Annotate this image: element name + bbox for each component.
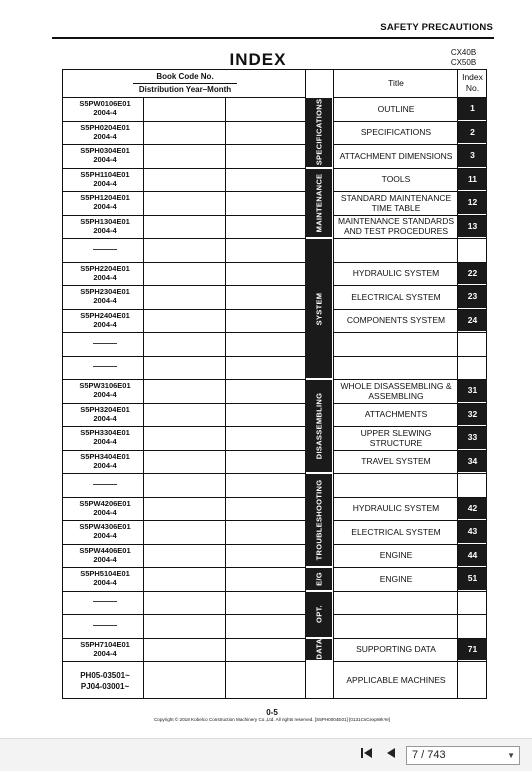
title-row: [334, 403, 486, 427]
category-block: [305, 474, 332, 566]
table-row: [63, 191, 305, 215]
title-row: [334, 638, 486, 662]
table-row: [63, 567, 305, 591]
section-title[interactable]: STANDARD MAINTENANCE TIME TABLE: [340, 192, 452, 213]
title-row: [334, 356, 486, 380]
index-number[interactable]: 33: [458, 427, 487, 449]
section-title[interactable]: SPECIFICATIONS: [360, 127, 432, 138]
table-row: [63, 426, 305, 450]
table-row: [63, 97, 305, 121]
title-row: [334, 262, 486, 286]
title-row: [334, 614, 486, 638]
section-title[interactable]: ATTACHMENT DIMENSIONS: [339, 150, 453, 161]
index-no-header: Index No.: [462, 72, 483, 93]
index-number[interactable]: 44: [458, 545, 487, 567]
section-title[interactable]: TOOLS: [381, 174, 411, 185]
category-block: [305, 169, 332, 238]
category-label: DATA: [314, 638, 323, 660]
index-number[interactable]: 42: [458, 498, 487, 520]
table-row: [63, 661, 305, 698]
table-row: [63, 238, 305, 262]
category-block: [305, 239, 332, 378]
section-title[interactable]: ELECTRICAL SYSTEM: [351, 526, 441, 537]
book-code-empty: ———: [93, 338, 117, 348]
book-code: S5PW0106E01 2004-4: [79, 99, 131, 117]
section-title[interactable]: HYDRAULIC SYSTEM: [352, 268, 440, 279]
title-row: [334, 473, 486, 497]
section-title[interactable]: TRAVEL SYSTEM: [361, 456, 431, 467]
table-row: [63, 450, 305, 474]
book-code: S5PH2204E01 2004-4: [80, 263, 130, 282]
section-title[interactable]: WHOLE DISASSEMBLING & ASSEMBLING: [340, 380, 452, 401]
book-code-empty: ———: [93, 620, 117, 630]
section-title[interactable]: COMPONENTS SYSTEM: [346, 315, 446, 326]
category-block: [305, 592, 332, 637]
table-row: [63, 638, 305, 662]
book-code: S5PW4306E01 2004-4: [79, 522, 131, 540]
index-number[interactable]: 31: [458, 380, 487, 402]
book-code-empty: ———: [93, 597, 117, 607]
copyright-text: Copyright © 2018 Kobelco Construction Machinery Co.,Ltd. All rights reserved. [S5PH0004E01] [0131CsCexpWkYe]: [153, 717, 391, 722]
section-title[interactable]: APPLICABLE MACHINES: [346, 674, 446, 685]
index-number[interactable]: 24: [458, 310, 487, 332]
title-row: [334, 121, 486, 145]
section-title[interactable]: HYDRAULIC SYSTEM: [352, 503, 440, 514]
category-label: MAINTENANCE: [314, 173, 323, 233]
section-title[interactable]: UPPER SLEWING STRUCTURE: [360, 427, 432, 448]
table-row: [63, 591, 305, 615]
page-select[interactable]: [406, 746, 520, 765]
index-number[interactable]: 34: [458, 451, 487, 473]
distribution-header: Distribution Year–Month: [138, 85, 232, 94]
model-label: CX50B: [450, 58, 477, 67]
index-number[interactable]: 23: [458, 286, 487, 308]
title-row: [334, 567, 486, 591]
title-row: [334, 191, 486, 215]
table-row: [63, 168, 305, 192]
index-number[interactable]: 13: [458, 216, 487, 238]
title-row: [334, 144, 486, 168]
book-code: S5PW4406E01 2004-4: [79, 545, 131, 564]
section-title[interactable]: OUTLINE: [377, 103, 415, 114]
category-column: [305, 69, 334, 699]
book-code: S5PH0304E01 2004-4: [80, 146, 130, 164]
first-page-icon[interactable]: [358, 746, 376, 764]
table-row: [63, 379, 305, 403]
category-block: [305, 98, 332, 167]
table-row: [63, 614, 305, 638]
table-row: [63, 309, 305, 333]
title-row: [334, 215, 486, 239]
title-row: [334, 332, 486, 356]
category-label: TROUBLESHOOTING: [314, 479, 323, 561]
title-row: [334, 238, 486, 262]
index-number[interactable]: 51: [458, 568, 487, 590]
title-row: [334, 309, 486, 333]
section-title[interactable]: ATTACHMENTS: [364, 409, 428, 420]
index-number[interactable]: 11: [458, 169, 487, 191]
category-label: SPECIFICATIONS: [314, 98, 323, 166]
book-code: S5PH7104E01 2004-4: [80, 639, 130, 658]
table-row: [63, 262, 305, 286]
title-row: [334, 285, 486, 309]
book-code: S5PH1204E01 2004-4: [80, 193, 130, 211]
header-title: SAFETY PRECAUTIONS: [380, 22, 493, 33]
book-code: S5PW3106E01 2004-4: [79, 381, 131, 399]
viewer-toolbar: [0, 738, 532, 771]
book-code-table: [62, 69, 306, 699]
category-label: SYSTEM: [314, 292, 323, 325]
book-code-header: Book Code No.: [156, 72, 214, 81]
section-title[interactable]: ENGINE: [379, 550, 413, 561]
book-code: S5PH2404E01 2004-4: [80, 310, 130, 329]
book-code: S5PH0204E01 2004-4: [80, 122, 130, 141]
page-number: 0-5: [266, 708, 278, 717]
book-code: S5PH1104E01 2004-4: [80, 169, 130, 188]
title-row: [334, 379, 486, 403]
book-code: S5PH3304E01 2004-4: [80, 428, 130, 446]
category-label: E/G: [314, 571, 323, 586]
category-block: [305, 380, 332, 472]
index-number[interactable]: 2: [458, 122, 487, 144]
section-title[interactable]: MAINTENANCE STANDARDS AND TEST PROCEDURES: [337, 216, 455, 237]
table-row: [63, 497, 305, 521]
index-title: INDEX: [229, 50, 287, 69]
title-row: [334, 544, 486, 568]
section-title[interactable]: ENGINE: [379, 573, 413, 584]
category-label: DISASSEMBLING: [314, 392, 323, 460]
table-row: [63, 473, 305, 497]
book-code-empty: ———: [93, 479, 117, 489]
title-row: [334, 450, 486, 474]
table-row: [63, 356, 305, 380]
index-number[interactable]: 12: [458, 192, 487, 214]
book-code: S5PH3404E01 2004-4: [80, 451, 130, 470]
chevron-down-icon: ▼: [507, 751, 515, 760]
title-table: [333, 69, 487, 699]
book-code: PH05-03501~ PJ04-03001~: [80, 670, 130, 691]
table-row: [63, 215, 305, 239]
title-row: [334, 497, 486, 521]
title-row: [334, 661, 486, 698]
section-title[interactable]: ELECTRICAL SYSTEM: [351, 291, 441, 302]
table-row: [63, 403, 305, 427]
index-number[interactable]: 3: [458, 145, 487, 167]
book-code: S5PH2304E01 2004-4: [80, 287, 130, 305]
book-code: S5PH5104E01 2004-4: [80, 569, 130, 587]
title-header: Title: [388, 78, 404, 88]
book-code-empty: ———: [93, 362, 117, 372]
book-code: S5PH1304E01 2004-4: [80, 216, 130, 235]
title-row: [334, 591, 486, 615]
book-code-empty: ———: [93, 244, 117, 254]
book-code: S5PW4206E01 2004-4: [79, 498, 131, 517]
model-label: CX40B: [450, 48, 477, 57]
category-label: OPT.: [314, 605, 323, 623]
table-row: [63, 544, 305, 568]
index-number[interactable]: 71: [458, 639, 487, 661]
previous-page-icon[interactable]: [382, 746, 400, 764]
index-number[interactable]: 32: [458, 404, 487, 426]
index-number[interactable]: 1: [458, 98, 487, 120]
model-list: [440, 48, 487, 68]
book-code: S5PH3204E01 2004-4: [80, 404, 130, 423]
table-row: [63, 121, 305, 145]
title-row: [334, 168, 486, 192]
table-row: [63, 332, 305, 356]
category-block: [305, 639, 332, 661]
page-indicator: 7 / 743: [412, 749, 446, 761]
table-row: [63, 144, 305, 168]
header-rule: [52, 37, 494, 39]
title-row: [334, 97, 486, 121]
title-row: [334, 426, 486, 450]
table-row: [63, 285, 305, 309]
title-row: [334, 520, 486, 544]
index-number[interactable]: 22: [458, 263, 487, 285]
table-row: [63, 520, 305, 544]
section-title[interactable]: SUPPORTING DATA: [356, 644, 436, 655]
category-block: [305, 568, 332, 590]
index-number[interactable]: 43: [458, 521, 487, 543]
